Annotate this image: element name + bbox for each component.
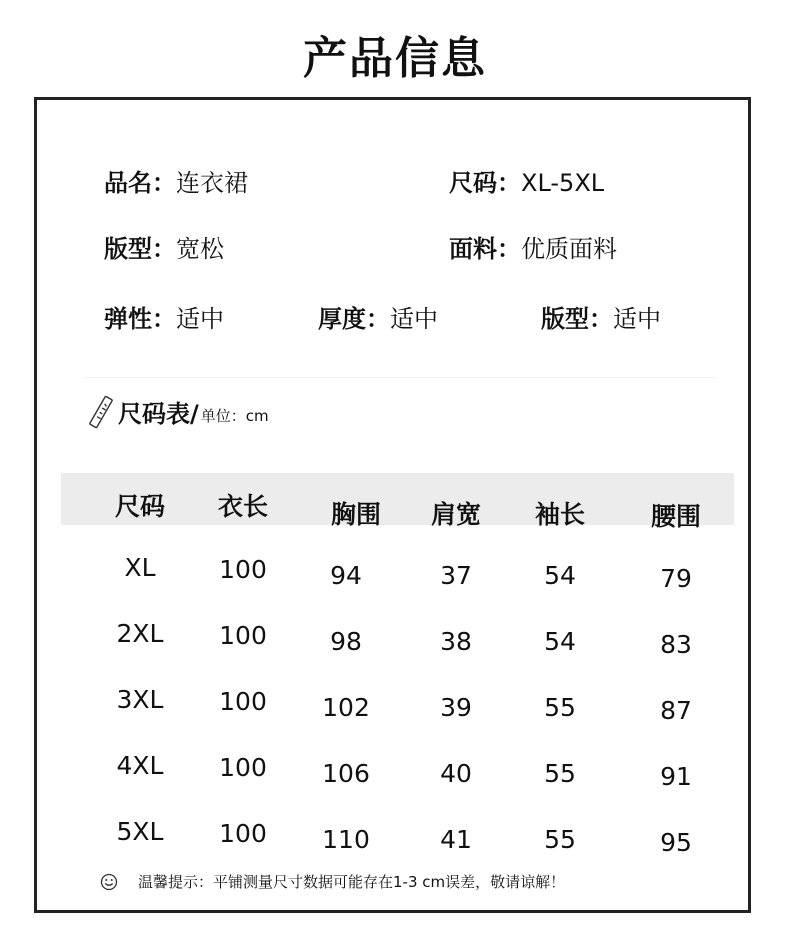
info-pattern xyxy=(541,299,661,334)
size-chart-title: 尺码表/ xyxy=(118,400,199,428)
table-cell: 39 xyxy=(440,693,472,722)
info-fabric xyxy=(449,229,617,264)
table-header: 肩宽 xyxy=(430,500,481,529)
info-label: 品名： xyxy=(104,169,176,197)
table-cell: 95 xyxy=(660,828,692,857)
measurement-note xyxy=(100,871,565,892)
table-cell: 55 xyxy=(544,759,576,788)
table-cell: 54 xyxy=(544,627,576,656)
table-cell: 79 xyxy=(660,564,692,593)
table-cell: 100 xyxy=(219,621,267,650)
table-cell: 5XL xyxy=(116,817,164,846)
ruler-icon xyxy=(88,395,114,429)
table-cell: 87 xyxy=(660,696,692,725)
smiley-icon xyxy=(100,873,118,891)
table-cell: 102 xyxy=(322,693,370,722)
table-cell: 2XL xyxy=(116,619,164,648)
info-name xyxy=(104,163,248,198)
info-value: 优质面料 xyxy=(521,235,617,263)
info-value: 适中 xyxy=(176,305,224,333)
info-value: XL-5XL xyxy=(521,169,605,197)
table-cell: 40 xyxy=(440,759,472,788)
info-value: 适中 xyxy=(390,305,438,333)
info-label: 厚度： xyxy=(318,305,390,333)
table-header: 袖长 xyxy=(534,500,585,529)
info-label: 尺码： xyxy=(449,169,521,197)
info-label: 版型： xyxy=(104,235,176,263)
info-fit xyxy=(104,229,224,264)
table-cell: 100 xyxy=(219,687,267,716)
table-cell: 94 xyxy=(330,561,362,590)
info-value: 宽松 xyxy=(176,235,224,263)
table-cell: 37 xyxy=(440,561,472,590)
table-cell: 100 xyxy=(219,753,267,782)
table-cell: 100 xyxy=(219,819,267,848)
table-cell: 4XL xyxy=(116,751,164,780)
table-cell: 3XL xyxy=(116,685,164,714)
table-cell: XL xyxy=(124,553,156,582)
table-cell: 110 xyxy=(322,825,370,854)
info-elasticity xyxy=(104,299,224,334)
table-cell: 38 xyxy=(440,627,472,656)
info-label: 版型： xyxy=(541,305,613,333)
info-label: 弹性： xyxy=(104,305,176,333)
table-header: 胸围 xyxy=(330,500,381,529)
info-thickness xyxy=(318,299,438,334)
info-label: 面料： xyxy=(449,235,521,263)
table-header: 衣长 xyxy=(217,492,268,521)
table-cell: 41 xyxy=(440,825,472,854)
table-cell: 91 xyxy=(660,762,692,791)
table-cell: 54 xyxy=(544,561,576,590)
table-cell: 55 xyxy=(544,825,576,854)
page-title: 产品信息 xyxy=(303,33,487,84)
size-chart-heading xyxy=(88,394,269,429)
divider xyxy=(85,377,715,378)
table-cell: 106 xyxy=(322,759,370,788)
info-value: 适中 xyxy=(613,305,661,333)
table-cell: 100 xyxy=(219,555,267,584)
note-text: 温馨提示：平铺测量尺寸数据可能存在1-3 cm误差，敬请谅解！ xyxy=(138,873,566,891)
info-value: 连衣裙 xyxy=(176,169,248,197)
table-header: 腰围 xyxy=(650,502,701,531)
info-size xyxy=(449,163,604,198)
table-header: 尺码 xyxy=(114,492,165,521)
table-cell: 83 xyxy=(660,630,692,659)
size-chart-unit: 单位：cm xyxy=(200,407,269,425)
table-cell: 55 xyxy=(544,693,576,722)
table-cell: 98 xyxy=(330,627,362,656)
